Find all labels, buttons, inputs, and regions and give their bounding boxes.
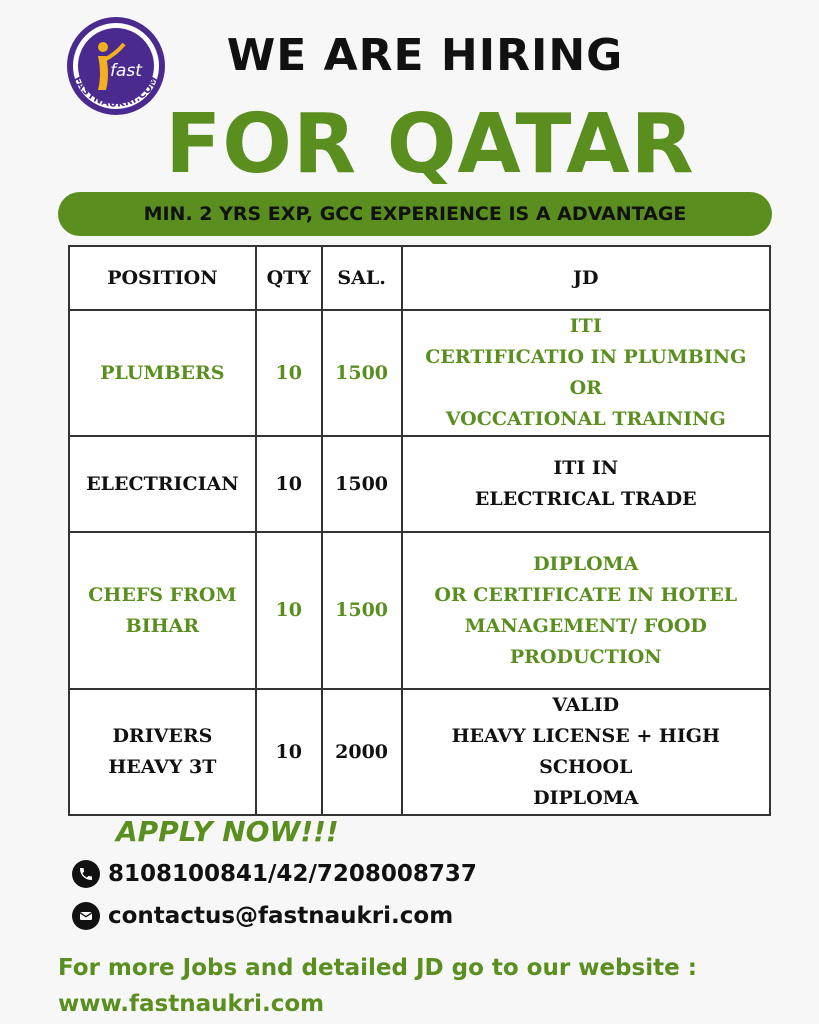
jd-line: HEAVY LICENSE + HIGH SCHOOL: [451, 725, 720, 778]
position-line: DRIVERS: [112, 725, 213, 747]
position-line: BIHAR: [125, 614, 200, 637]
mail-icon: [72, 902, 100, 930]
qty-cell: 10: [256, 310, 322, 436]
table-header-row: [69, 246, 770, 310]
table-row: [69, 436, 770, 532]
jd-line: CERTIFICATIO IN PLUMBING OR: [425, 346, 747, 399]
brand-logo: [58, 14, 174, 130]
jd-line: ELECTRICAL TRADE: [474, 488, 697, 510]
qty-cell: 10: [256, 436, 322, 532]
email-contact[interactable]: [72, 902, 453, 930]
website-link[interactable]: www.fastnaukri.com: [58, 991, 325, 1017]
jd-line: DIPLOMA: [533, 787, 639, 809]
jd-line: PRODUCTION: [509, 645, 662, 668]
qty-cell: 10: [256, 689, 322, 815]
position-cell: [69, 436, 256, 532]
position-line: ELECTRICIAN: [86, 472, 239, 495]
phone-number[interactable]: 8108100841/42/7208008737: [108, 861, 477, 887]
salary-cell: 2000: [322, 689, 402, 815]
jd-line: ITI IN: [553, 457, 619, 479]
jd-cell: [402, 310, 770, 436]
table-row: [69, 532, 770, 689]
qty-cell: 10: [256, 532, 322, 689]
logo-brand-text: fast: [110, 61, 142, 81]
jd-line: ITI: [569, 315, 602, 337]
table-row: [69, 310, 770, 436]
position-cell: [69, 689, 256, 815]
logo-ring-text: FASTNAUKRI.COM: [70, 74, 162, 110]
position-line: CHEFS FROM: [88, 583, 237, 606]
jd-cell: [402, 436, 770, 532]
footer-text: For more Jobs and detailed JD go to our website :: [58, 955, 697, 981]
table-row: [69, 689, 770, 815]
apply-now-text: APPLY NOW!!!: [116, 815, 339, 848]
phone-icon: [72, 860, 100, 888]
jobs-table: [68, 245, 771, 816]
column-header-jd: JD: [402, 246, 770, 310]
jd-line: MANAGEMENT/ FOOD: [464, 614, 707, 637]
email-address[interactable]: contactus@fastnaukri.com: [108, 903, 454, 929]
salary-cell: 1500: [322, 310, 402, 436]
salary-cell: 1500: [322, 532, 402, 689]
jd-line: VOCCATIONAL TRAINING: [445, 408, 726, 430]
jd-line: DIPLOMA: [533, 552, 639, 575]
position-line: PLUMBERS: [100, 361, 225, 384]
position-cell: [69, 310, 256, 436]
jd-line: VALID: [552, 694, 620, 716]
position-cell: [69, 532, 256, 689]
requirement-banner: [58, 192, 772, 236]
column-header-qty: QTY: [256, 246, 322, 310]
jd-line: OR CERTIFICATE IN HOTEL: [434, 583, 738, 606]
phone-contact[interactable]: [72, 860, 477, 888]
column-header-salary: SAL.: [322, 246, 402, 310]
page-country-title: FOR QATAR: [165, 97, 695, 192]
page-headline: WE ARE HIRING: [226, 30, 624, 81]
column-header-position: POSITION: [69, 246, 256, 310]
jd-cell: [402, 689, 770, 815]
requirement-text: MIN. 2 YRS EXP, GCC EXPERIENCE IS A ADVANTAGE: [143, 203, 687, 225]
position-line: HEAVY 3T: [108, 756, 217, 778]
jd-cell: [402, 532, 770, 689]
salary-cell: 1500: [322, 436, 402, 532]
footer: [58, 950, 798, 1022]
